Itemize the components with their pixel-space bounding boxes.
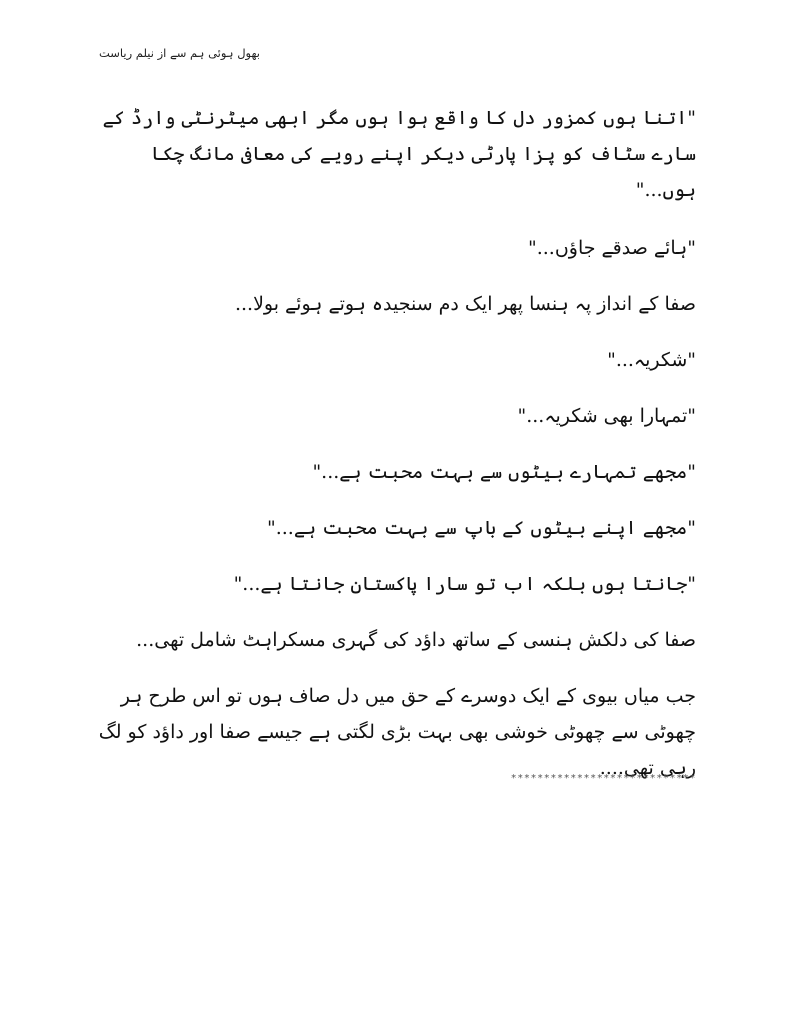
paragraph-pakistan-knows: "جانتا ہوں بلکہ اب تو سارا پاکستان جانتا ہے..." — [233, 573, 696, 595]
section-separator: **************************** — [510, 773, 696, 784]
paragraph-narration-laugh: صفا کے انداز پہ ہنسا پھر ایک دم سنجیدہ ہوتے ہوئے بولا... — [234, 293, 696, 315]
paragraph-thanks-too: "تمہارا بھی شکریہ..." — [517, 405, 696, 427]
paragraph-sadqe: "ہائے صدقے جاؤں..." — [527, 237, 696, 259]
paragraph-thanks: "شکریہ..." — [607, 349, 696, 371]
paragraph-love-father: "مجھے اپنے بیٹوں کے باپ سے بہت محبت ہے..." — [266, 517, 696, 539]
paragraph-love-sons: "مجھے تمہارے بیٹوں سے بہت محبت ہے..." — [312, 461, 696, 483]
paragraph-closing: جب میاں بیوی کے ایک دوسرے کے حق میں دل صاف ہوں تو اس طرح ہر چھوٹی سے چھوٹی خوشی بھی بہت بڑی لگتی ہے جیسے صفا اور داؤد کو لگ رہی تھی.... — [98, 685, 696, 779]
body-text — [96, 100, 696, 808]
running-header: بھول ہوئی ہم سے از نیلم ریاست — [98, 46, 260, 60]
paragraph-apology: "اتنا ہوں کمزور دل کا واقع ہوا ہوں مگر ابھی میٹرنٹی وارڈ کے سارے سٹاف کو پزا پارٹی دیکر اپنے رویے کی معافی مانگ چکا ہوں..." — [102, 107, 696, 201]
paragraph-narration-smile: صفا کی دلکش ہنسی کے ساتھ داؤد کی گہری مسکراہٹ شامل تھی... — [136, 629, 696, 651]
